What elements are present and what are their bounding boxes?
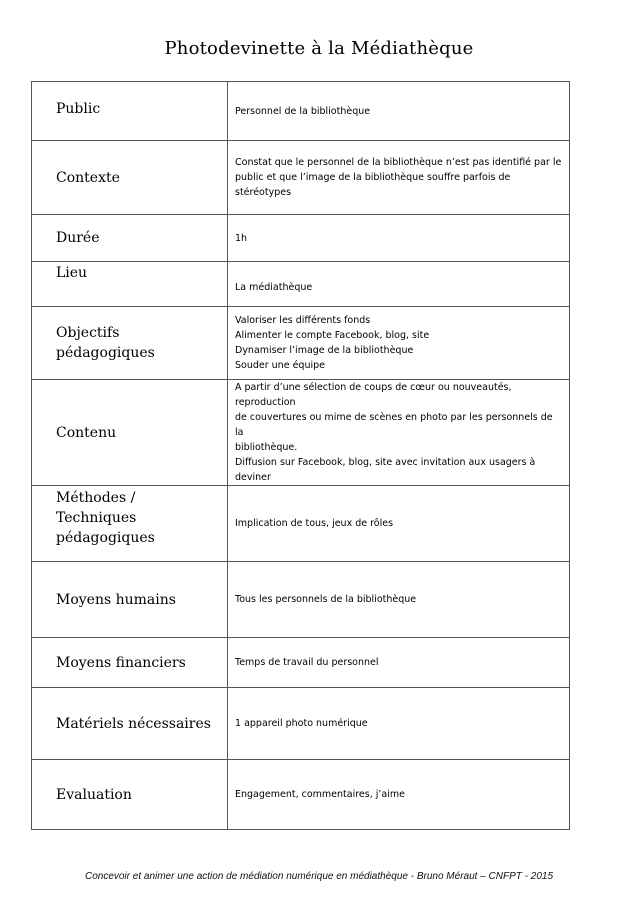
table-row-lieu xyxy=(32,262,570,307)
row-value-line: Temps de travail du personnel xyxy=(235,657,379,668)
row-value-text xyxy=(235,592,563,607)
table-row-evaluation xyxy=(32,760,570,830)
row-label-line: Contexte xyxy=(56,169,120,186)
row-value xyxy=(228,688,570,760)
row-label-text xyxy=(56,228,227,248)
row-value-text xyxy=(235,516,563,531)
row-value xyxy=(228,380,570,486)
row-value-line: Tous les personnels de la bibliothèque xyxy=(235,594,417,605)
row-value-text xyxy=(235,655,563,670)
row-label xyxy=(32,307,228,380)
row-value-text xyxy=(235,280,563,295)
row-label xyxy=(32,760,228,830)
row-value-line: public et que l’image de la bibliothèque souffre parfois de stéréotypes xyxy=(235,172,511,198)
row-value-text xyxy=(235,716,563,731)
row-value-text xyxy=(235,313,563,373)
row-value-line: bibliothèque. xyxy=(235,442,298,453)
table-row-moyens-humains xyxy=(32,562,570,638)
row-value-text xyxy=(235,231,563,246)
row-label-line: Méthodes / xyxy=(56,490,136,506)
row-value-line: Diffusion sur Facebook, blog, site avec invitation aux usagers à deviner xyxy=(235,457,536,483)
table-row-contexte xyxy=(32,141,570,215)
row-label-line: Public xyxy=(56,101,101,117)
table-row-materiels xyxy=(32,688,570,760)
row-label xyxy=(32,141,228,215)
row-value-line: Implication de tous, jeux de rôles xyxy=(235,518,394,529)
row-value-line: Engagement, commentaires, j’aime xyxy=(235,789,405,800)
row-value xyxy=(228,638,570,688)
row-label-line: pédagogiques xyxy=(56,345,155,361)
row-label-text xyxy=(56,653,227,673)
row-label-line: Lieu xyxy=(56,265,88,281)
row-label-line: Evaluation xyxy=(56,786,132,803)
row-value-line: La médiathèque xyxy=(235,281,313,293)
row-value-text xyxy=(235,787,563,802)
row-value-text xyxy=(235,155,563,200)
row-label xyxy=(32,638,228,688)
row-label xyxy=(32,486,228,562)
table-row-objectifs xyxy=(32,307,570,380)
row-label-text xyxy=(56,714,227,734)
row-value-line: A partir d’une sélection de coups de cœur ou nouveautés, reproduction xyxy=(235,382,512,408)
row-value xyxy=(228,562,570,638)
row-label-text xyxy=(56,785,227,805)
row-label-text xyxy=(56,488,227,548)
row-value-text xyxy=(235,104,563,119)
row-label-text xyxy=(56,99,227,119)
row-label-text xyxy=(56,590,227,610)
row-label-line: Moyens humains xyxy=(56,591,176,608)
row-label xyxy=(32,262,228,307)
table-row-moyens-financiers xyxy=(32,638,570,688)
row-value-text xyxy=(235,380,563,485)
row-label-text xyxy=(56,168,227,188)
row-value-line: de couvertures ou mime de scènes en photo par les personnels de la xyxy=(235,412,553,438)
table-row-public xyxy=(32,82,570,141)
row-value xyxy=(228,262,570,307)
page-footer: Concevoir et animer une action de médiation numérique en médiathèque - Bruno Méraut – CNFPT - 2015 xyxy=(84,871,554,882)
row-label xyxy=(32,380,228,486)
row-value-line: Personnel de la bibliothèque xyxy=(235,105,371,117)
row-label-line: Objectifs xyxy=(56,325,120,341)
row-label xyxy=(32,688,228,760)
row-value-line: 1 appareil photo numérique xyxy=(235,718,368,729)
table-row-duree xyxy=(32,215,570,262)
table-row-contenu xyxy=(32,380,570,486)
page-title: Photodevinette à la Médiathèque xyxy=(164,38,474,59)
row-label-line: Moyens financiers xyxy=(56,654,186,671)
row-value-line: Valoriser les différents fonds xyxy=(235,315,371,326)
row-value xyxy=(228,486,570,562)
row-value-line: Dynamiser l’image de la bibliothèque xyxy=(235,345,414,356)
row-label-text xyxy=(56,323,227,363)
row-label xyxy=(32,82,228,141)
row-label-text xyxy=(56,423,227,443)
row-label xyxy=(32,215,228,262)
row-label-text xyxy=(56,263,227,283)
row-value xyxy=(228,141,570,215)
row-value xyxy=(228,82,570,141)
row-value-line: Constat que le personnel de la bibliothèque n’est pas identifié par le xyxy=(235,157,562,168)
row-value-line: Alimenter le compte Facebook, blog, site xyxy=(235,330,430,341)
row-label-line: Techniques xyxy=(56,510,137,526)
row-label-line: Matériels nécessaires xyxy=(56,715,211,732)
row-label xyxy=(32,562,228,638)
row-label-line: Durée xyxy=(56,230,100,246)
row-value xyxy=(228,760,570,830)
fiche-table xyxy=(31,81,570,830)
row-value xyxy=(228,215,570,262)
table-row-methodes xyxy=(32,486,570,562)
row-label-line: pédagogiques xyxy=(56,530,155,546)
row-value-line: 1h xyxy=(235,232,248,244)
row-value-line: Souder une équipe xyxy=(235,360,325,371)
row-label-line: Contenu xyxy=(56,424,117,441)
row-value xyxy=(228,307,570,380)
